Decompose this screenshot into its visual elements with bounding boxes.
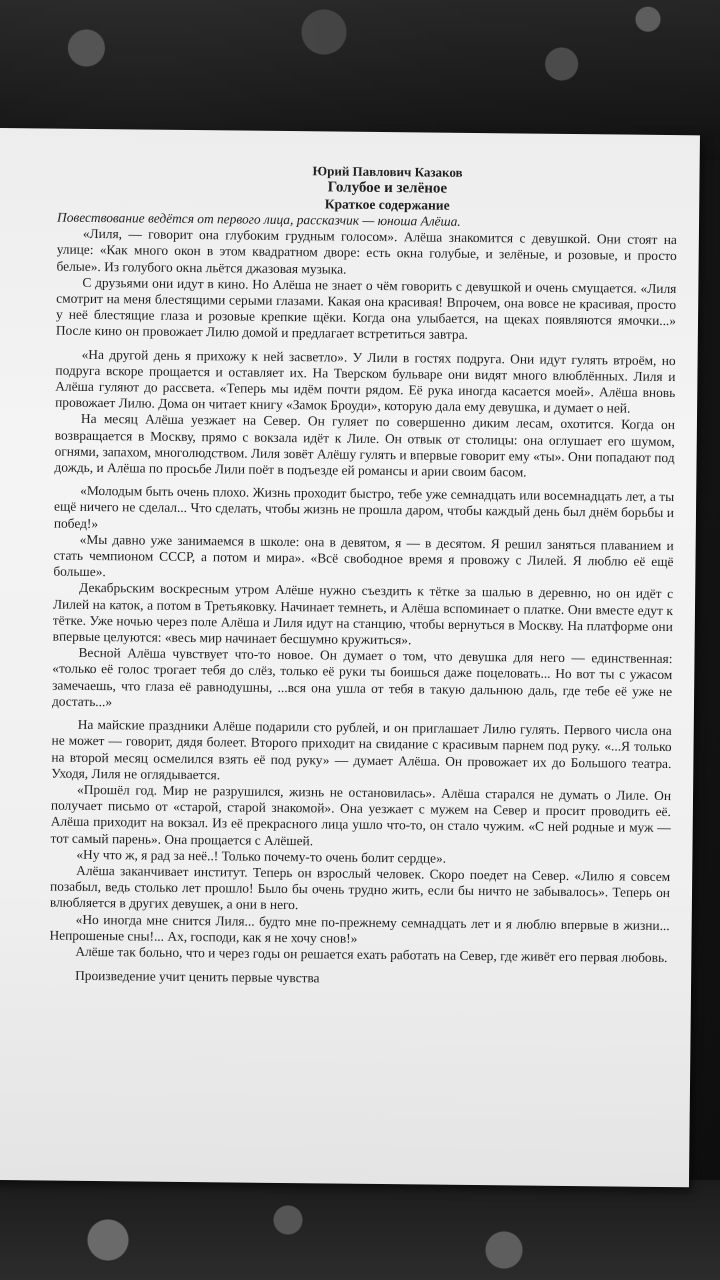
paragraph-4: На месяц Алёша уезжает на Север. Он гуляет по совершенно диким лесам, охотится. Когда он возвращается в Москву, прямо с вокзала идёт к Лиле. Он отвык от столицы: она оглушает его шумом, огнями, запахом, многолюдством. Лиля зовёт Алёшу гулять и впервые говорит ему «ты». Они попадают под дождь, и Алёша по просьбе Лили поёт в подъезде ей романсы и арии своим басом. [54,411,676,480]
background-fabric-bottom [0,1180,720,1280]
paragraph-11: «Ну что ж, я рад за неё..! Только почему-то очень болит сердце». [76,846,447,866]
paragraph-13: «Но иногда мне снится Лиля... будто мне по-прежнему семнадцать лет и я люблю впервые в жизни... Непрошеные сны!... Ах, господи, как я не хочу снов!» [49,911,670,946]
paragraph-9: На майские праздники Алёше подарили сто рублей, и он приглашает Лилю гулять. Первого числа она не может — говорит, дядя болеет. Второго приходит на свидание с красивым парнем под руку. «...Я только на второй месяц осмелился взять её под руку» — думает Алёша. Он провожает их до Большого театра. Уходя, Лиля не оглядывается. [51,716,672,783]
paragraph-8: Весной Алёша чувствует что-то новое. Он думает о том, что девушка для него — единственная: «только её голос трогает тебя до слёз, только её руки ты боишься даже поцеловать... Но вот ты с ужасом замечаешь, что глаза её равнодушны, ...вся она ушла от тебя в такую дальнюю даль, где тебе её уже не достать...» [51,645,673,710]
paper-sheet [0,128,700,1187]
document-title: Голубое и зелёное [327,179,448,197]
paragraph-2: С друзьями они идут в кино. Но Алёша не знает о чём говорить с девушкой и очень смущается. «Лиля смотрит на меня блестящими серыми глазами. Какая она красивая! Впрочем, она вовсе не красивая, просто у неё блестящие глаза и розовые крепкие щёки. Когда она улыбается, на щеках появляются ямочки...» После кино он провожает Лилю домой и предлагает встретиться завтра. [55,274,677,343]
paragraph-5: «Молодым быть очень плохо. Жизнь проходит быстро, тебе уже семнадцать или восемнадцать лет, а ты ещё ничего не сделал... Что сделать, чтобы жизнь не прошла даром, чтобы каждый день был днём борьбы и побед!» [53,483,675,531]
paragraph-7: Декабрьским воскресным утром Алёше нужно съездить к тётке за шалью в деревню, но он идёт с Лилей на каток, а потом в Третьяковку. Начинает темнеть, и Алёша вспоминает о платке. Они вместе едут к тётке. Уже ночью через поле Алёша и Лиля идут на станцию, чтобы вернуться в Москву. На платформе они впервые целуются: «весь мир начинает бесшумно кружиться». [52,580,674,648]
lead-sentence: Повествование ведётся от первого лица, рассказчик — юноша Алёша. [56,209,461,229]
paragraph-6: «Мы давно уже занимаемся в школе: она в девятом, я — в десятом. Я решил заняться плаванием и стать чемпионом СССР, а потом и мира». «Всё свободное время я провожу с Лилей. Я люблю её ещё больше». [53,531,674,580]
paragraph-1: «Лиля, — говорит она глубоким грудным голосом». Алёша знакомится с девушкой. Они стоят на улице: «Как много окон в этом квадратном дворе: есть окна голубые, и зелёные, и розовые, и просто белые». Из голубого окна льётся джазовая музыка. [56,226,677,277]
document-subtitle: Краткое содержание [324,196,450,213]
author-name: Юрий Павлович Казаков [312,163,463,180]
paragraph-3: «На другой день я прихожу к ней засветло». У Лили в гостях подруга. Они идут гулять втроём, но подруга вскоре прощается и оставляет их. На Тверском бульваре они видят много влюблённых. Лиля и Алёша гуляют до рассвета. «Теперь мы идём почти рядом. Её рука иногда касается моей». Алёша вновь провожает Лилю. Дома он читает книгу «Замок Броуди», которую дала ему девушка, и думает о ней. [55,346,676,416]
document-body [49,161,678,991]
paragraph-12: Алёша заканчивает институт. Теперь он взрослый человек. Скоро поедет на Север. «Лилю я совсем позабыл, ведь столько лет прошло! Было бы очень трудно жить, если бы ничто не забывалось». Теперь он влюбляется в других девушек, а они в него. [49,862,671,913]
paragraph-10: «Прошёл год. Мир не разрушился, жизнь не остановилась». Алёша старался не думать о Лиле. Он получает письмо от «старой, старой знакомой». Она уезжает с мужем на Север и просит проводить её. Алёша приходит на вокзал. Из её прекрасного лица ушло что-то, он стало чужим. «С ней родные и муж — тот самый парень». Она прощается с Алёшей. [50,781,672,848]
document-header [97,161,677,216]
paragraph-15: Произведение учит ценить первые чувства [75,967,320,986]
paragraph-14: Алёше так больно, что и через годы он решается ехать работать на Север, где живёт его первая любовь. [75,943,668,965]
